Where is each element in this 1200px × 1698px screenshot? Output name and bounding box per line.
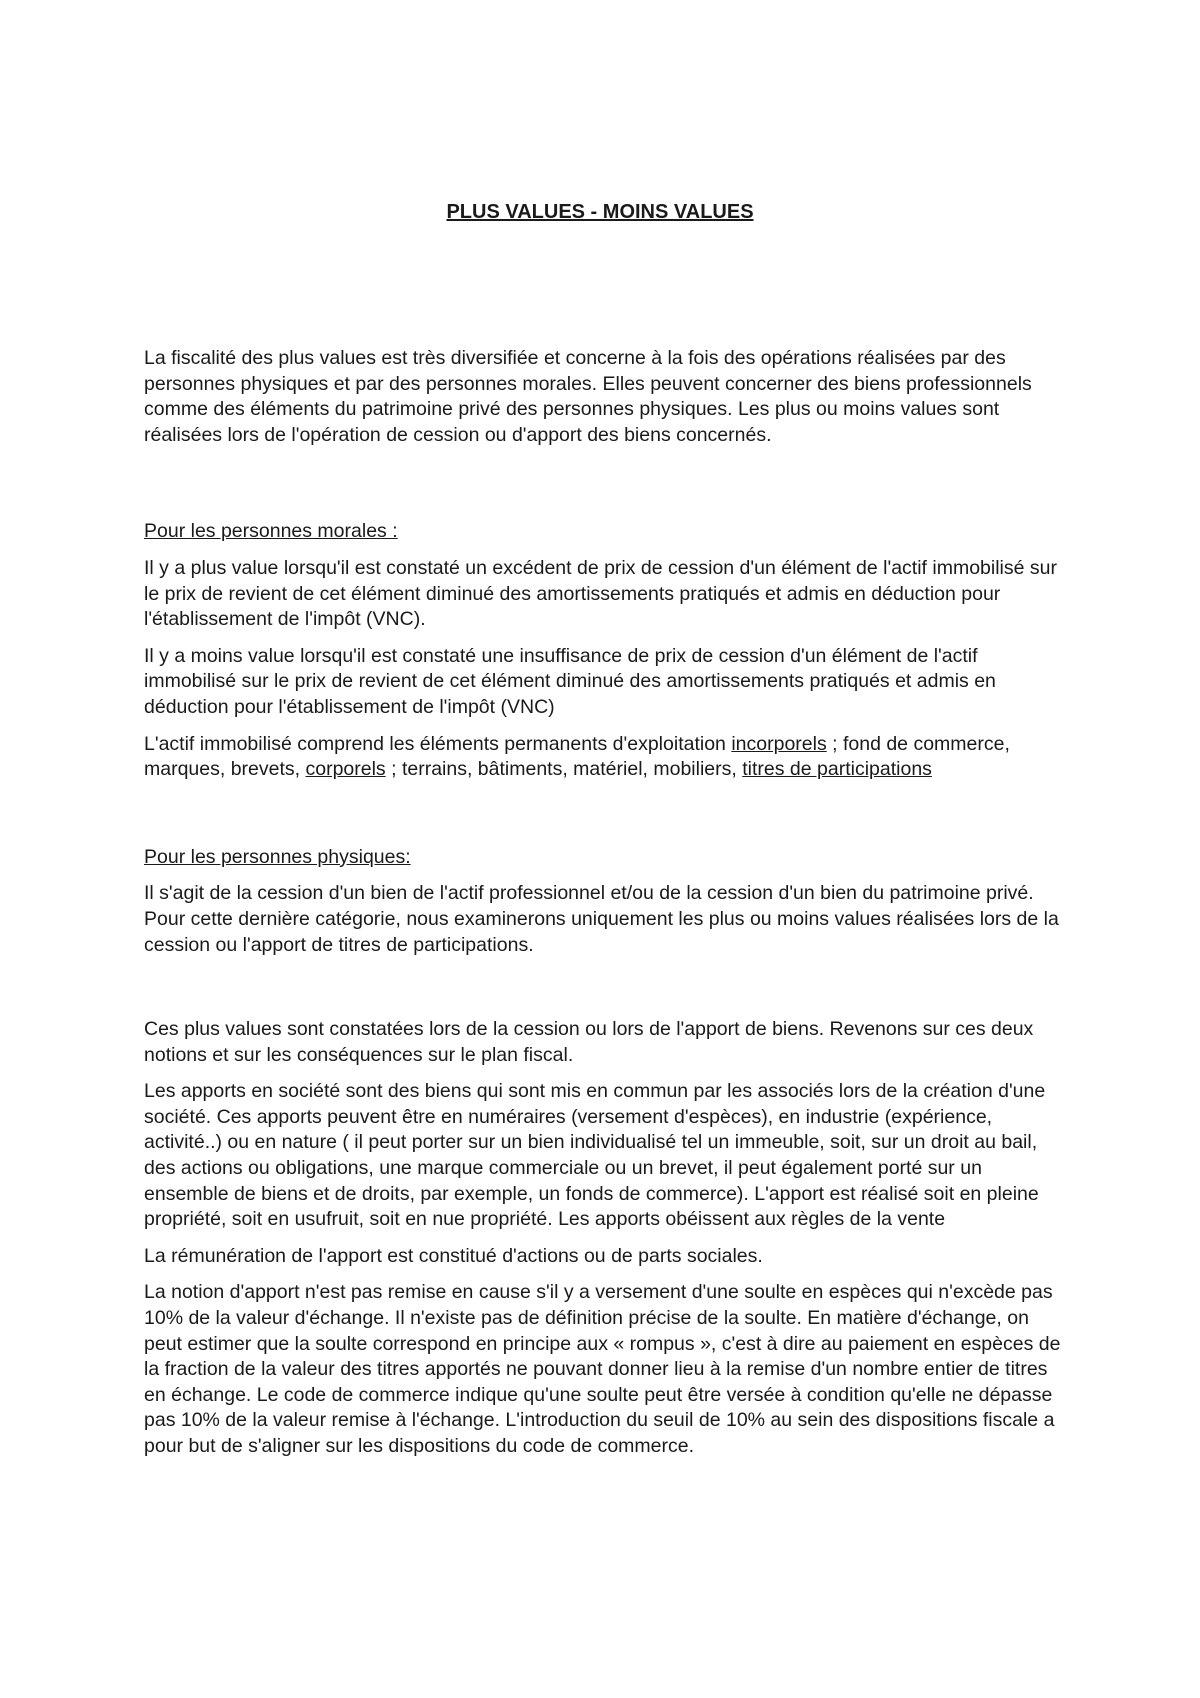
incorporels-term: incorporels: [731, 732, 827, 755]
physiques-paragraph: Il s'agit de la cession d'un bien de l'actif professionnel et/ou de la cession d'un bien du patrimoine privé. Pour cette dernière catégorie, nous examinerons uniquement les plus ou moins values réalisées lors de la cession ou l'apport de titres de participations.: [144, 882, 1059, 956]
moins-value-paragraph: Il y a moins value lorsqu'il est constaté une insuffisance de prix de cession d'un élément de l'actif immobilisé sur le prix de revient de cet élément diminué des amortissements pratiqués et admis en déduction pour l'établissement de l'impôt (VNC): [144, 644, 996, 718]
document-title: PLUS VALUES - MOINS VALUES: [446, 201, 754, 223]
corporels-term: corporels: [305, 758, 386, 781]
actif-immobilise-paragraph: [144, 732, 1069, 783]
actif-text-mid1: ; fond de commerce, marques, brevets,: [144, 732, 1010, 781]
spacer: [144, 794, 1069, 845]
actif-text-lead: L'actif immobilisé comprend les éléments permanents d'exploitation: [144, 732, 732, 755]
section-heading-personnes-morales: Pour les personnes morales :: [144, 520, 398, 543]
apports-societe-paragraph: Les apports en société sont des biens qui sont mis en commun par les associés lors de la création d'une société. Ces apports peuvent être en numéraires (versement d'espèces), en industrie (expérience, activité..) ou en nature ( il peut porter sur un bien individualisé tel un immeuble, soit, sur un droit au bail, des actions ou obligations, une marque commerciale ou un brevet, il peut également porté sur un ensemble de biens et de droits, par exemple, un fonds de commerce). L'apport est réalisé soit en pleine propriété, soit en usufruit, soit en nue propriété. Les apports obéissent aux règles de la vente: [144, 1080, 1046, 1231]
spacer: [144, 969, 1069, 1017]
plus-value-paragraph: Il y a plus value lorsqu'il est constaté un excédent de prix de cession d'un élément de l'actif immobilisé sur le prix de revient de cet élément diminué des amortissements pratiqués et admis en déduction pour l'établissement de l'impôt (VNC).: [144, 556, 1057, 631]
remuneration-paragraph: La rémunération de l'apport est constitué d'actions ou de parts sociales.: [144, 1244, 763, 1267]
soulte-paragraph: La notion d'apport n'est pas remise en cause s'il y a versement d'une soulte en espèces qui n'excède pas 10% de la valeur d'échange. Il n'existe pas de définition précise de la soulte. En matière d'échange, on peut estimer que la soulte correspond en principe aux « rompus », c'est à dire au paiement en espèces de la fraction de la valeur des titres apportés ne pouvant donner lieu à la remise d'un nombre entier de titres en échange. Le code de commerce indique qu'une soulte peut être versée à condition qu'elle ne dépasse pas 10% de la valeur remise à l'échange. L'introduction du seuil de 10% au sein des dispositions fiscale a pour but de s'aligner sur les dispositions du code de commerce.: [144, 1281, 1061, 1457]
actif-text-mid2: ; terrains, bâtiments, matériel, mobiliers,: [385, 758, 743, 781]
section-heading-personnes-physiques: Pour les personnes physiques:: [144, 845, 411, 868]
document-body: [144, 346, 1069, 1471]
spacer: [144, 459, 1069, 519]
intro-paragraph: La fiscalité des plus values est très diversifiée et concerne à la fois des opérations réalisées par des personnes physiques et par des personnes morales. Elles peuvent concerner des biens professionnels comme des éléments du patrimoine privé des personnes physiques. Les plus ou moins values sont réalisées lors de l'opération de cession ou d'apport des biens concernés.: [144, 347, 1032, 446]
titres-participations-term: titres de participations: [742, 758, 932, 781]
cession-apport-paragraph: Ces plus values sont constatées lors de la cession ou lors de l'apport de biens. Revenons sur ces deux notions et sur les conséquences sur le plan fiscal.: [144, 1018, 1034, 1066]
